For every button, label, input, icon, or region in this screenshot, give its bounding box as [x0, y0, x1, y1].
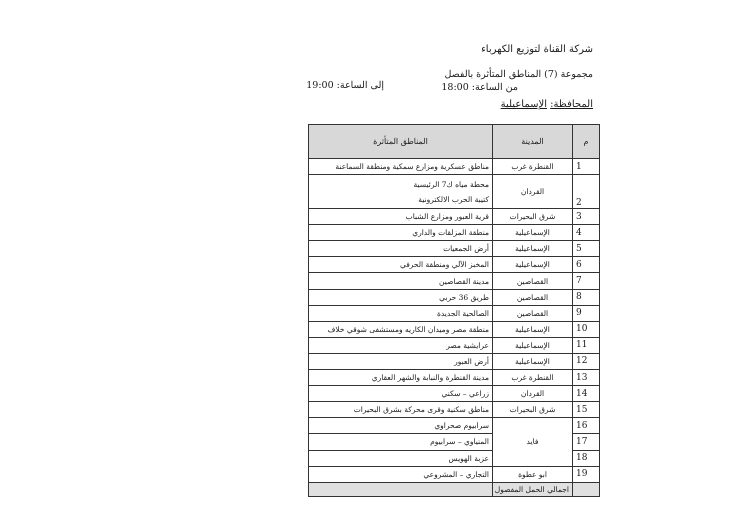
row-num: 8 — [573, 289, 600, 305]
table-row — [309, 257, 600, 273]
company-name: شركة القناة لتوزيع الكهرباء — [481, 44, 593, 55]
row-zone: عزبة الهويس — [309, 450, 493, 466]
row-num: 11 — [573, 337, 600, 353]
total-label: اجمالي الحمل المفصول — [493, 482, 573, 496]
row-city: الإسماعيلية — [493, 257, 573, 273]
row-num: 2 — [573, 175, 600, 209]
table-row — [309, 159, 600, 175]
table-row — [309, 175, 600, 209]
group-title: مجموعة (7) المناطق المتأثرة بالفصل — [444, 69, 593, 80]
table-row — [309, 305, 600, 321]
row-zone: سرابيوم صحراوي — [309, 418, 493, 434]
row-city: القصاصين — [493, 289, 573, 305]
row-num: 6 — [573, 257, 600, 273]
row-zone: زراعي – سكني — [309, 386, 493, 402]
to-label: إلى الساعة: — [336, 80, 384, 91]
header-city: المدينة — [493, 125, 573, 159]
row-num: 1 — [573, 159, 600, 175]
table-row — [309, 289, 600, 305]
table-row — [309, 241, 600, 257]
row-city: القنطرة غرب — [493, 370, 573, 386]
row-num: 18 — [573, 450, 600, 466]
row-zone: مدينة القصاصين — [309, 273, 493, 289]
row-zone: قرية العبور ومزارع الشباب — [309, 209, 493, 225]
row-num: 4 — [573, 225, 600, 241]
row-city: الإسماعيلية — [493, 241, 573, 257]
row-city: ابو عطوة — [493, 466, 573, 482]
header-num: م — [573, 125, 600, 159]
governorate-value: الإسماعيلية — [500, 99, 547, 110]
row-num: 15 — [573, 402, 600, 418]
header-zones: المناطق المتأثرة — [309, 125, 493, 159]
row-zone: أرض العبور — [309, 353, 493, 369]
row-zone: مدينة القنطرة والنبابة والشهر العقاري — [309, 370, 493, 386]
row-zone: منطقة المزلقات والداري — [309, 225, 493, 241]
row-num: 12 — [573, 353, 600, 369]
row-zone: الصالحية الجديدة — [309, 305, 493, 321]
row-zone: المنياوي – سرابيوم — [309, 434, 493, 450]
zone-line: محطة مياه ك7 الرئيسية — [413, 179, 489, 189]
row-city: الإسماعيلية — [493, 321, 573, 337]
table-row — [309, 209, 600, 225]
row-city: شرق البحيرات — [493, 209, 573, 225]
table-row — [309, 386, 600, 402]
row-zone: مناطق سكنية وقرى محركة بشرق البحيرات — [309, 402, 493, 418]
table-row — [309, 402, 600, 418]
total-value-cell — [309, 482, 493, 496]
row-num: 3 — [573, 209, 600, 225]
row-city: فايد — [493, 418, 573, 466]
row-zone — [309, 175, 493, 209]
row-city: شرق البحيرات — [493, 402, 573, 418]
row-num: 9 — [573, 305, 600, 321]
table-row — [309, 337, 600, 353]
governorate-line — [501, 99, 593, 110]
row-num: 16 — [573, 418, 600, 434]
row-zone: المخبز الآلي ومنطقة الحرفي — [309, 257, 493, 273]
zone-line: كتيبة الحرب الالكترونية — [418, 194, 489, 204]
row-num: 5 — [573, 241, 600, 257]
row-zone: التجاري – المشروعي — [309, 466, 493, 482]
from-time-value: 18:00 — [441, 82, 469, 93]
affected-zones-table — [308, 124, 600, 497]
row-zone: عرايشية مصر — [309, 337, 493, 353]
governorate-label: المحافظة: — [550, 99, 593, 110]
table-row — [309, 466, 600, 482]
row-num: 17 — [573, 434, 600, 450]
row-zone: منطقة مصر وميدان الكاريه ومستشفى شوقي خلاف — [309, 321, 493, 337]
row-city: الإسماعيلية — [493, 353, 573, 369]
from-time — [441, 82, 518, 93]
row-num: 14 — [573, 386, 600, 402]
total-row — [309, 482, 600, 496]
row-city: القصاصين — [493, 305, 573, 321]
row-city: القصاصين — [493, 273, 573, 289]
row-zone: طريق 36 حربي — [309, 289, 493, 305]
table-row — [309, 353, 600, 369]
table-row — [309, 370, 600, 386]
table-row — [309, 225, 600, 241]
row-num: 7 — [573, 273, 600, 289]
row-city: القردان — [493, 386, 573, 402]
table-row — [309, 321, 600, 337]
to-time-value: 19:00 — [306, 80, 334, 91]
to-time — [306, 80, 384, 91]
row-city: القنطرة غرب — [493, 159, 573, 175]
from-label: من الساعة: — [471, 82, 518, 93]
row-num: 13 — [573, 370, 600, 386]
table-row — [309, 418, 600, 434]
row-zone: أرض الجمعيات — [309, 241, 493, 257]
row-city: القردان — [493, 175, 573, 209]
row-city: الإسماعيلية — [493, 337, 573, 353]
row-zone: مناطق عسكرية ومزارع سمكية ومنطقة السماعنة — [309, 159, 493, 175]
table-header-row — [309, 125, 600, 159]
row-city: الإسماعيلية — [493, 225, 573, 241]
total-num-cell — [573, 482, 600, 496]
row-num: 19 — [573, 466, 600, 482]
table-row — [309, 273, 600, 289]
row-num: 10 — [573, 321, 600, 337]
